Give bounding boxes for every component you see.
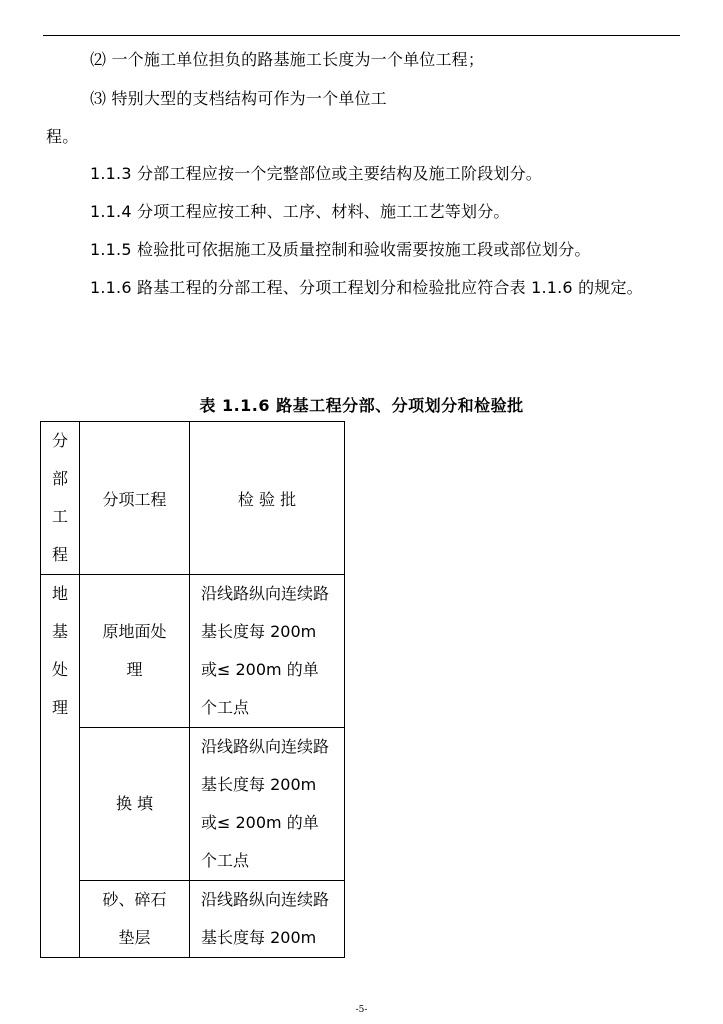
header-inspection-lot: 检 验 批 [190, 422, 345, 575]
header-division-work: 分 部 工 程 [41, 422, 80, 575]
table-row [41, 728, 345, 881]
subitem-name: 换 填 [80, 728, 190, 881]
paragraph-clause-3-continued: 程。 [46, 127, 79, 146]
table-row [41, 881, 345, 958]
inspection-lot-text: 沿线路纵向连续路 基长度每 200m 或≤ 200m 的单 个工点 [190, 728, 345, 881]
page-number: -5- [355, 1005, 368, 1015]
paragraph-1-1-6: 1.1.6 路基工程的分部工程、分项工程划分和检验批应符合表 1.1.6 的规定。 [90, 278, 643, 297]
subitem-name: 砂、碎石 垫层 [80, 881, 190, 958]
paragraph-clause-3: ⑶ 特别大型的支档结构可作为一个单位工 [90, 89, 387, 108]
table-row [41, 575, 345, 728]
table-caption: 表 1.1.6 路基工程分部、分项划分和检验批 [199, 396, 524, 415]
header-subitem-work: 分项工程 [80, 422, 190, 575]
paragraph-1-1-4: 1.1.4 分项工程应按工种、工序、材料、施工工艺等划分。 [90, 202, 510, 221]
inspection-lot-text: 沿线路纵向连续路 基长度每 200m [190, 881, 345, 958]
header-rule [43, 35, 680, 36]
inspection-lot-text: 沿线路纵向连续路 基长度每 200m 或≤ 200m 的单 个工点 [190, 575, 345, 728]
paragraph-clause-2: ⑵ 一个施工单位担负的路基施工长度为一个单位工程； [90, 50, 485, 69]
table-header-row [41, 422, 345, 575]
subitem-name: 原地面处 理 [80, 575, 190, 728]
paragraph-1-1-3: 1.1.3 分部工程应按一个完整部位或主要结构及施工阶段划分。 [90, 164, 542, 183]
paragraph-1-1-5: 1.1.5 检验批可依据施工及质量控制和验收需要按施工段或部位划分。 [90, 240, 591, 259]
subdivision-table [40, 421, 345, 958]
group-foundation-treatment: 地 基 处 理 [41, 575, 80, 958]
